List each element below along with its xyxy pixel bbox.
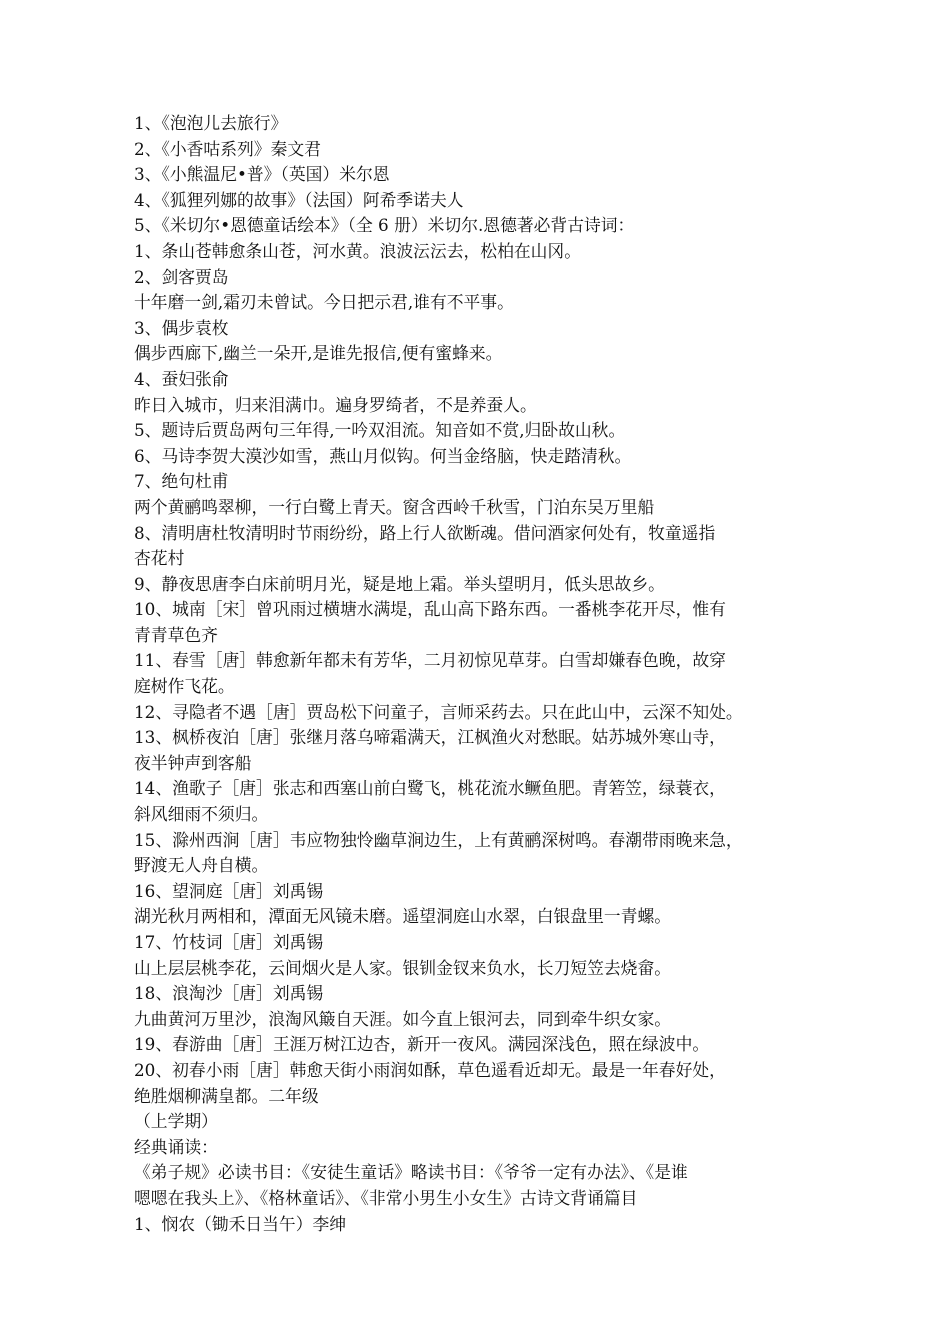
text-line: 5、题诗后贾岛两句三年得,一吟双泪流。知音如不赏,归卧故山秋。 [134,420,626,441]
text-line: 杏花村 [134,548,185,569]
text-line: 4、蚕妇张俞 [134,368,229,389]
text-line: 嗯嗯在我头上》、《格林童话》、《非常小男生小女生》古诗文背诵篇目 [134,1187,638,1208]
text-line: 1、《泡泡儿去旅行》 [134,113,288,133]
text-line: 十年磨一剑,霜刃未曾试。今日把示君,谁有不平事。 [134,292,514,313]
text-line: 18、浪淘沙［唐］刘禹锡 [134,983,324,1004]
text-line: 20、初春小雨［唐］韩愈天街小雨润如酥，草色遥看近却无。最是一年春好处， [134,1059,726,1080]
text-line: 2、剑客贾岛 [134,266,229,287]
text-line: 2、《小香咕系列》秦文君 [134,138,321,159]
text-line: 山上层层桃李花，云间烟火是人家。银钏金钗来负水，长刀短笠去烧畲。 [134,957,672,978]
text-line: 6、马诗李贺大漠沙如雪，燕山月似钩。何当金络脑，快走踏清秋。 [134,445,632,466]
text-line: 13、枫桥夜泊［唐］张继月落乌啼霜满天，江枫渔火对愁眠。姑苏城外寒山寺， [134,727,726,748]
text-line: 14、渔歌子［唐］张志和西塞山前白鹭飞，桃花流水鳜鱼肥。青箬笠，绿蓑衣， [134,778,726,799]
text-line: 7、绝句杜甫 [134,471,229,492]
text-line: 3、《小熊温尼•普》（英国）米尔恩 [134,164,390,185]
text-line: 斜风细雨不须归。 [134,804,269,825]
text-line: 1、条山苍韩愈条山苍，河水黄。浪波沄沄去，松柏在山冈。 [134,240,581,261]
text-line: 野渡无人舟自横。 [134,855,269,876]
document-body [134,111,824,1237]
text-line: 昨日入城市，归来泪满巾。遍身罗绮者，不是养蚕人。 [134,394,537,415]
text-line: 1、悯农（锄禾日当午）李绅 [134,1213,347,1234]
text-line: 《弟子规》必读书目：《安徒生童话》略读书目：《爷爷一定有办法》、《是谁 [134,1162,688,1183]
text-line: 10、城南［宋］曾巩雨过横塘水满堤，乱山高下路东西。一番桃李花开尽，惟有 [134,599,726,620]
text-line: 16、望洞庭［唐］刘禹锡 [134,880,324,901]
text-line: 17、竹枝词［唐］刘禹锡 [134,932,324,952]
text-line: 夜半钟声到客船 [134,752,252,773]
text-line: 3、偶步袁枚 [134,317,229,338]
text-line: 两个黄鹂鸣翠柳，一行白鹭上青天。窗含西岭千秋雪，门泊东吴万里船 [134,496,655,517]
text-line: 19、春游曲［唐］王涯万树江边杏，新开一夜风。满园深浅色，照在绿波中。 [134,1034,710,1055]
text-line: 8、清明唐杜牧清明时节雨纷纷，路上行人欲断魂。借问酒家何处有，牧童遥指 [134,522,716,543]
text-line: 4、《狐狸列娜的故事》（法国）阿希季诺夫人 [134,189,464,210]
text-line: 青青草色齐 [134,624,218,645]
text-line: 12、寻隐者不遇［唐］贾岛松下问童子，言师采药去。只在此山中，云深不知处。 [134,701,743,722]
text-line: 绝胜烟柳满皇都。二年级 [134,1085,319,1106]
text-line: 5、《米切尔•恩德童话绘本》（全 6 册）米切尔.恩德著必背古诗词： [134,215,635,236]
text-line: 庭树作飞花。 [134,676,235,697]
text-line: （上学期） [134,1111,218,1132]
text-line: 九曲黄河万里沙，浪淘风簸自天涯。如今直上银河去，同到牵牛织女家。 [134,1008,672,1029]
text-line: 11、春雪［唐］韩愈新年都未有芳华，二月初惊见草芽。白雪却嫌春色晚，故穿 [134,650,726,671]
text-line: 湖光秋月两相和，潭面无风镜未磨。遥望洞庭山水翠，白银盘里一青螺。 [134,906,672,927]
text-line: 15、滁州西涧［唐］韦应物独怜幽草涧边生，上有黄鹂深树鸣。春潮带雨晚来急， [134,829,743,850]
text-line: 偶步西廊下,幽兰一朵开,是谁先报信,便有蜜蜂来。 [134,343,503,364]
text-line: 9、静夜思唐李白床前明月光，疑是地上霜。举头望明月，低头思故乡。 [134,573,665,594]
text-line: 经典诵读： [134,1136,218,1157]
